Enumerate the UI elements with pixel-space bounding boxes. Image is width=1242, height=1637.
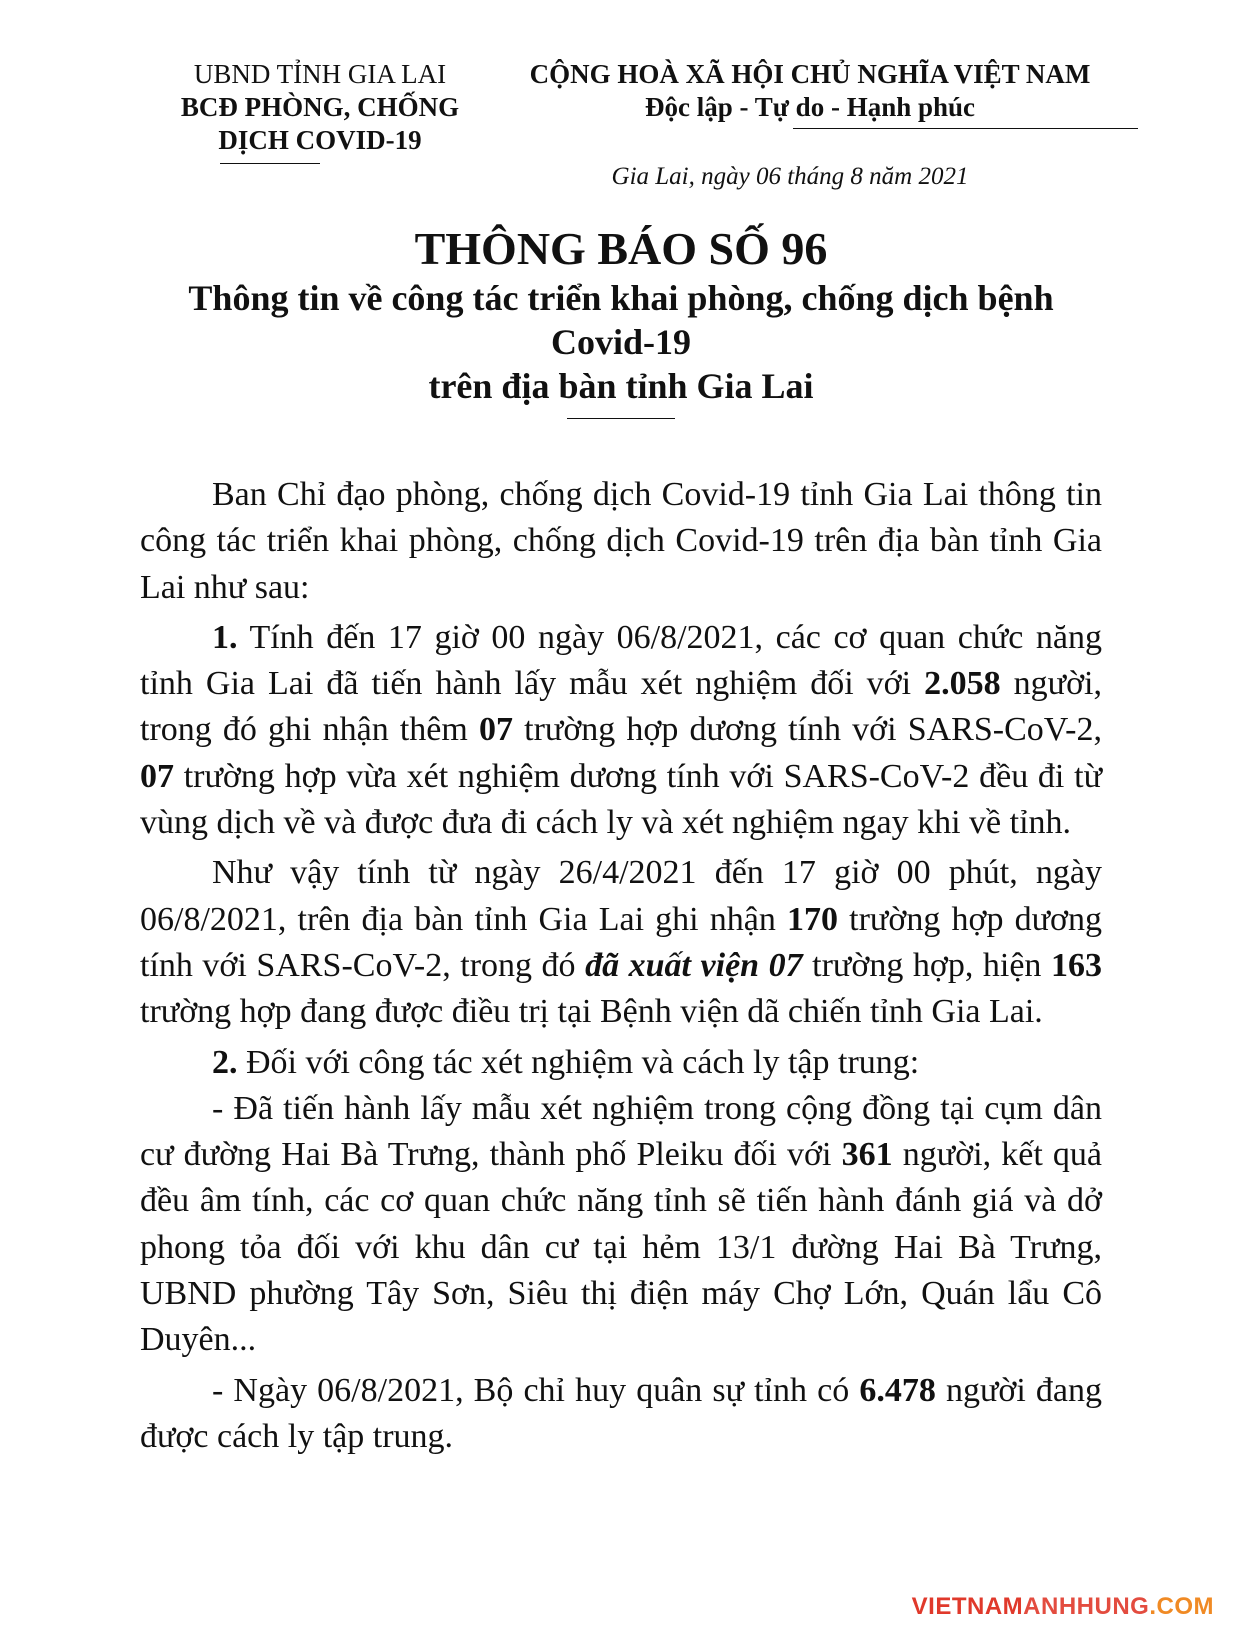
p2-text-4: trường hợp đang được điều trị tại Bệnh viện dã chiến tỉnh Gia Lai.	[140, 993, 1043, 1031]
new-cases-count-repeat: 07	[140, 757, 174, 795]
intro-text: Ban Chỉ đạo phòng, chống dịch Covid-19 tỉnh Gia Lai thông tin công tác triển khai phòng, chống dịch Covid-19 trên địa bàn tỉnh Gia Lai như sau:	[140, 476, 1102, 606]
quarantine-count: 6.478	[859, 1371, 936, 1409]
paragraph-4	[140, 1086, 1102, 1364]
paragraph-5	[140, 1368, 1102, 1461]
paragraph-3	[140, 1040, 1102, 1086]
committee-name-line1: BCĐ PHÒNG, CHỐNG	[180, 92, 460, 122]
in-treatment-count: 163	[1050, 946, 1102, 984]
p2-text-1: Như vậy tính từ ngày 26/4/2021 đến 17 giờ 00 phút, ngày 06/8/2021, trên địa bàn tỉnh Gia Lai ghi nhận	[140, 854, 1102, 938]
p2-text-2: trường hợp dương tính với SARS-CoV-2, trong đó	[140, 900, 1102, 984]
date-line: Gia Lai, ngày 06 tháng 8 năm 2021	[611, 163, 969, 190]
p1-text-2: người, trong đó ghi nhận thêm	[140, 665, 1102, 749]
p1-text-1: Tính đến 17 giờ 00 ngày 06/8/2021, các cơ quan chức năng tỉnh Gia Lai đã tiến hành lấy mẫu xét nghiệm đối với	[140, 618, 1102, 703]
watermark-part-2: ANHHUNG	[1023, 1593, 1150, 1620]
motto-underline	[793, 128, 1138, 129]
section-number: 1.	[212, 618, 238, 656]
title-underline	[567, 418, 675, 419]
document-subtitle-line1: Thông tin về công tác triển khai phòng, chống dịch bệnh	[188, 278, 1054, 318]
p1-text-4: trường hợp vừa xét nghiệm dương tính với SARS-CoV-2 đều đi từ vùng dịch về và được đưa đi cách ly và xét nghiệm ngay khi về tỉnh.	[140, 757, 1102, 842]
p4-text-2: người, kết quả đều âm tính, các cơ quan chức năng tỉnh sẽ tiến hành đánh giá và dở phong tỏa đối với khu dân cư tại hẻm 13/1 đường Hai Bà Trưng, UBND phường Tây Sơn, Siêu thị điện máy Chợ Lớn, Quán lẩu Cô Duyên...	[140, 1136, 1103, 1359]
country-name: CỘNG HOÀ XÃ HỘI CHỦ NGHĨA VIỆT NAM	[529, 59, 1091, 89]
issuing-agency-block	[150, 58, 490, 164]
paragraph-1	[140, 615, 1102, 846]
community-tested-count: 361	[841, 1136, 893, 1174]
tested-count: 2.058	[924, 665, 1001, 703]
national-header-block	[480, 58, 1140, 124]
p4-text-1: - Đã tiến hành lấy mẫu xét nghiệm trong cộng đồng tại cụm dân cư đường Hai Bà Trưng, thành phố Pleiku đối với	[140, 1089, 1102, 1174]
p2-text-3: trường hợp, hiện	[802, 946, 1051, 984]
intro-paragraph	[140, 472, 1102, 611]
discharged-count: đã xuất viện 07	[585, 946, 803, 984]
committee-name-line2: DỊCH COVID-19	[218, 125, 422, 155]
document-subtitle-line2: Covid-19	[550, 322, 691, 362]
p5-text-2: người đang được cách ly tập trung.	[140, 1371, 1102, 1455]
section-number: 2.	[212, 1043, 238, 1081]
title-block	[100, 222, 1142, 419]
document-subtitle-line3: trên địa bàn tỉnh Gia Lai	[428, 366, 814, 406]
agency-name: UBND TỈNH GIA LAI	[193, 59, 447, 89]
total-cases-count: 170	[787, 900, 838, 938]
p1-text-3: trường hợp dương tính với SARS-CoV-2,	[512, 711, 1102, 749]
agency-underline	[220, 163, 320, 164]
document-body	[140, 472, 1102, 1460]
paragraph-2	[140, 850, 1102, 1035]
p5-text-1: - Ngày 06/8/2021, Bộ chỉ huy quân sự tỉnh có	[212, 1371, 860, 1409]
new-cases-count: 07	[478, 711, 513, 749]
site-watermark	[912, 1593, 1214, 1621]
document-title: THÔNG BÁO SỐ 96	[414, 223, 828, 274]
watermark-part-3: .COM	[1149, 1593, 1214, 1620]
national-motto: Độc lập - Tự do - Hạnh phúc	[644, 92, 976, 122]
p3-text-1: Đối với công tác xét nghiệm và cách ly tập trung:	[237, 1043, 920, 1081]
watermark-part-1: VIETNAM	[911, 1593, 1024, 1620]
